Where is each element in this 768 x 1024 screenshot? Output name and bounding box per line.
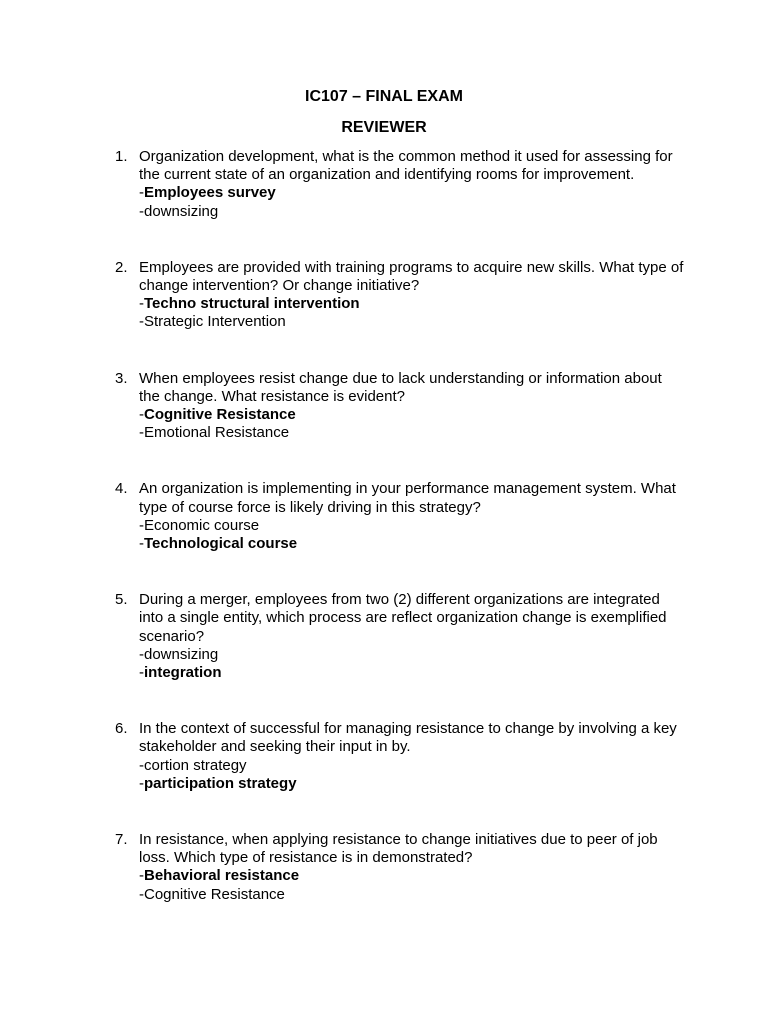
answer-option-correct: [139, 406, 684, 424]
option-label: integration: [144, 664, 222, 682]
option-dash: -: [139, 756, 144, 774]
question-text: In resistance, when applying resistance to change initiatives due to peer of job loss. Which type of resistance is in demonstrated?: [139, 831, 658, 867]
question-body: [139, 720, 684, 793]
option-label: downsizing: [144, 645, 219, 663]
option-dash: -: [139, 406, 144, 424]
question-body: [139, 370, 684, 443]
option-label: Behavioral resistance: [144, 867, 300, 885]
question-number: 7.: [115, 831, 128, 849]
document-title: IC107 – FINAL EXAM: [305, 88, 463, 105]
question-list: [0, 148, 768, 942]
question-item: [0, 720, 768, 793]
option-dash: -: [139, 664, 144, 682]
question-item: [0, 591, 768, 682]
option-dash: -: [139, 313, 144, 331]
question-number: 1.: [115, 148, 128, 165]
option-dash: -: [139, 424, 144, 442]
answer-option: [139, 646, 684, 664]
option-dash: -: [139, 184, 144, 202]
option-dash: -: [139, 885, 144, 903]
answer-options: [139, 867, 684, 903]
question-text: During a merger, employees from two (2) different organizations are integrated into a single entity, which process are reflect organization change is exemplified scenario?: [139, 591, 667, 645]
option-label: Techno structural intervention: [144, 295, 360, 313]
answer-options: [139, 184, 684, 220]
answer-option-correct: [139, 775, 684, 793]
option-label: Strategic Intervention: [144, 313, 286, 331]
option-label: participation strategy: [144, 774, 297, 792]
answer-options: [139, 295, 684, 331]
answer-options: [139, 406, 684, 442]
option-label: Economic course: [144, 516, 260, 534]
question-number: 3.: [115, 369, 128, 387]
question-item: [0, 831, 768, 904]
option-dash: -: [139, 645, 144, 663]
question-body: [139, 591, 684, 682]
question-item: [0, 480, 768, 553]
option-label: downsizing: [144, 202, 219, 220]
option-label: Employees survey: [144, 184, 276, 202]
question-text: When employees resist change due to lack understanding or information about the change. What resistance is evident?: [139, 369, 662, 405]
option-label: Emotional Resistance: [144, 424, 290, 442]
option-label: Cognitive Resistance: [144, 885, 285, 903]
answer-option-correct: [139, 535, 684, 553]
answer-option-correct: [139, 295, 684, 313]
question-item: [0, 370, 768, 443]
question-text: In the context of successful for managing resistance to change by involving a key stakeholder and seeking their input in by.: [139, 720, 677, 756]
option-dash: -: [139, 867, 144, 885]
question-item: [0, 148, 768, 221]
question-text: An organization is implementing in your performance management system. What type of course force is likely driving in this strategy?: [139, 480, 676, 516]
option-dash: -: [139, 295, 144, 313]
question-body: [139, 831, 684, 904]
answer-options: [139, 646, 684, 682]
option-label: Cognitive Resistance: [144, 406, 296, 424]
answer-option: [139, 313, 684, 331]
option-label: Technological course: [144, 535, 298, 553]
option-dash: -: [139, 774, 144, 792]
question-number: 2.: [115, 258, 128, 276]
answer-option: [139, 757, 684, 775]
question-text: Employees are provided with training programs to acquire new skills. What type of change intervention? Or change initiative?: [139, 258, 684, 295]
answer-option: [139, 886, 684, 904]
question-number: 4.: [115, 480, 128, 498]
question-body: [139, 480, 684, 553]
option-dash: -: [139, 202, 144, 220]
question-item: [0, 259, 768, 332]
answer-option-correct: [139, 184, 684, 202]
question-body: [139, 259, 684, 332]
answer-option-correct: [139, 867, 684, 885]
question-number: 5.: [115, 591, 128, 609]
question-body: [139, 148, 684, 221]
option-dash: -: [139, 535, 144, 553]
answer-options: [139, 517, 684, 553]
option-label: cortion strategy: [144, 756, 247, 774]
answer-options: [139, 757, 684, 793]
question-number: 6.: [115, 720, 128, 738]
answer-option: [139, 517, 684, 535]
option-dash: -: [139, 516, 144, 534]
document-subtitle: REVIEWER: [341, 119, 427, 136]
answer-option-correct: [139, 664, 684, 682]
question-text: Organization development, what is the common method it used for assessing for the current state of an organization and identifying rooms for improvement.: [139, 148, 673, 184]
answer-option: [139, 203, 684, 221]
answer-option: [139, 424, 684, 442]
